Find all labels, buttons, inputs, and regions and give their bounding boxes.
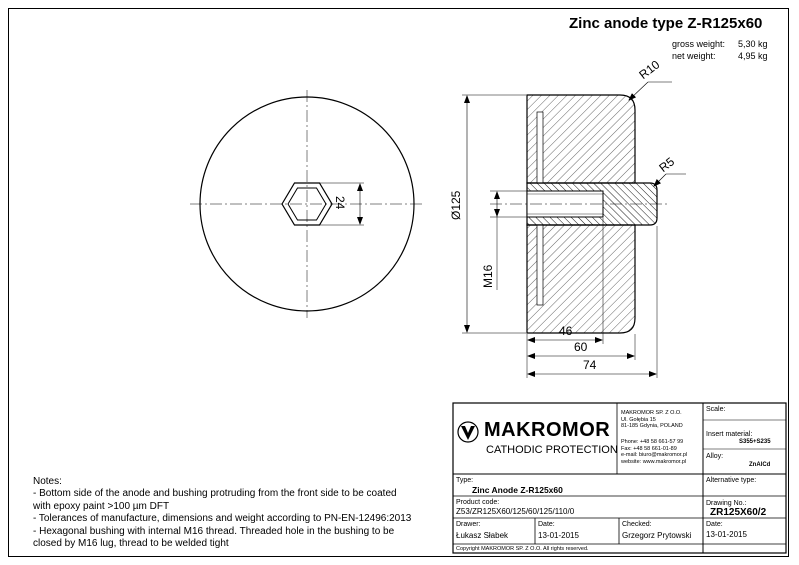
dim-label-thread: M16	[481, 264, 495, 288]
r10-leader	[629, 82, 648, 100]
dim-label-74: 74	[583, 358, 597, 372]
note-line: - Tolerances of manufacture, dimensions and weight according to PN-EN-12496:2013	[33, 513, 412, 525]
company-name: MAKROMOR	[484, 419, 611, 441]
notes-block	[33, 476, 411, 550]
type-value: Zinc Anode Z-R125x60	[472, 485, 563, 495]
date1-value: 13-01-2015	[538, 531, 579, 540]
net-weight-label: net weight:	[672, 51, 716, 61]
note-line: - Hexagonal bushing with internal M16 thread. Threaded hole in the bushing to be	[33, 525, 395, 537]
note-line: with epoxy paint >100 µm DFT	[33, 500, 170, 512]
checked-label: Checked:	[622, 521, 652, 528]
dim-label-60: 60	[574, 340, 588, 354]
company-contact: Phone: +48 58 661-57 99 Fax: +48 58 661-01-89 e-mail: biuro@makromor.pl website: www.makromor.pl	[621, 439, 688, 465]
r5-leader	[654, 174, 666, 186]
dim-label-46: 46	[559, 324, 573, 338]
company-subtitle: CATHODIC PROTECTION	[486, 444, 618, 456]
product-code-value: Z53/ZR125X60/125/60/125/110/0	[456, 507, 575, 516]
product-code-label: Product code:	[456, 499, 500, 506]
alloy-value: ZnAlCd	[749, 462, 771, 468]
alloy-label: Alloy:	[706, 453, 724, 460]
type-label: Type:	[456, 477, 474, 484]
copyright-text: Copyright MAKROMOR SP. Z O.O. All rights reserved.	[456, 546, 589, 552]
alternative-type-label: Alternative type:	[706, 477, 757, 484]
drawing-no-value: ZR125X60/2	[710, 507, 767, 518]
date3-label: Date:	[706, 521, 723, 528]
insert-strap-upper	[537, 112, 543, 183]
gross-weight-value: 5,30 kg	[738, 39, 768, 49]
section-view	[462, 82, 686, 378]
drawing-title: Zinc anode type Z-R125x60	[569, 15, 763, 32]
insert-strap-lower	[537, 225, 543, 305]
dim-label-r10: R10	[636, 57, 663, 82]
insert-material-value: S355+S235	[739, 439, 771, 445]
notes-heading: Notes:	[33, 476, 62, 487]
checked-value: Grzegorz Prytowski	[622, 531, 692, 540]
drawer-label: Drawer:	[456, 521, 481, 528]
drawer-value: Łukasz Słabek	[456, 531, 509, 540]
date3-value: 13-01-2015	[706, 530, 747, 539]
dim-label-hex: 24	[333, 196, 347, 210]
note-line: closed by M16 lug, thread to be welded tight	[33, 538, 229, 550]
company-address: MAKROMOR SP. Z O.O. Ul. Gołębia 15 81-185 Gdynia, POLAND	[621, 410, 683, 429]
dim-label-diameter: Ø125	[449, 190, 463, 220]
net-weight-value: 4,95 kg	[738, 51, 768, 61]
date1-label: Date:	[538, 521, 555, 528]
drawing-no-label: Drawing No.:	[706, 500, 747, 507]
gross-weight-label: gross weight:	[672, 39, 726, 49]
front-view	[190, 90, 425, 318]
makromor-logo-icon	[458, 422, 478, 442]
dim-label-r5: R5	[656, 154, 678, 175]
note-line: - Bottom side of the anode and bushing protruding from the front side to be coated	[33, 488, 397, 500]
insert-material-label: Insert material:	[706, 431, 753, 438]
scale-label: Scale:	[706, 406, 726, 413]
